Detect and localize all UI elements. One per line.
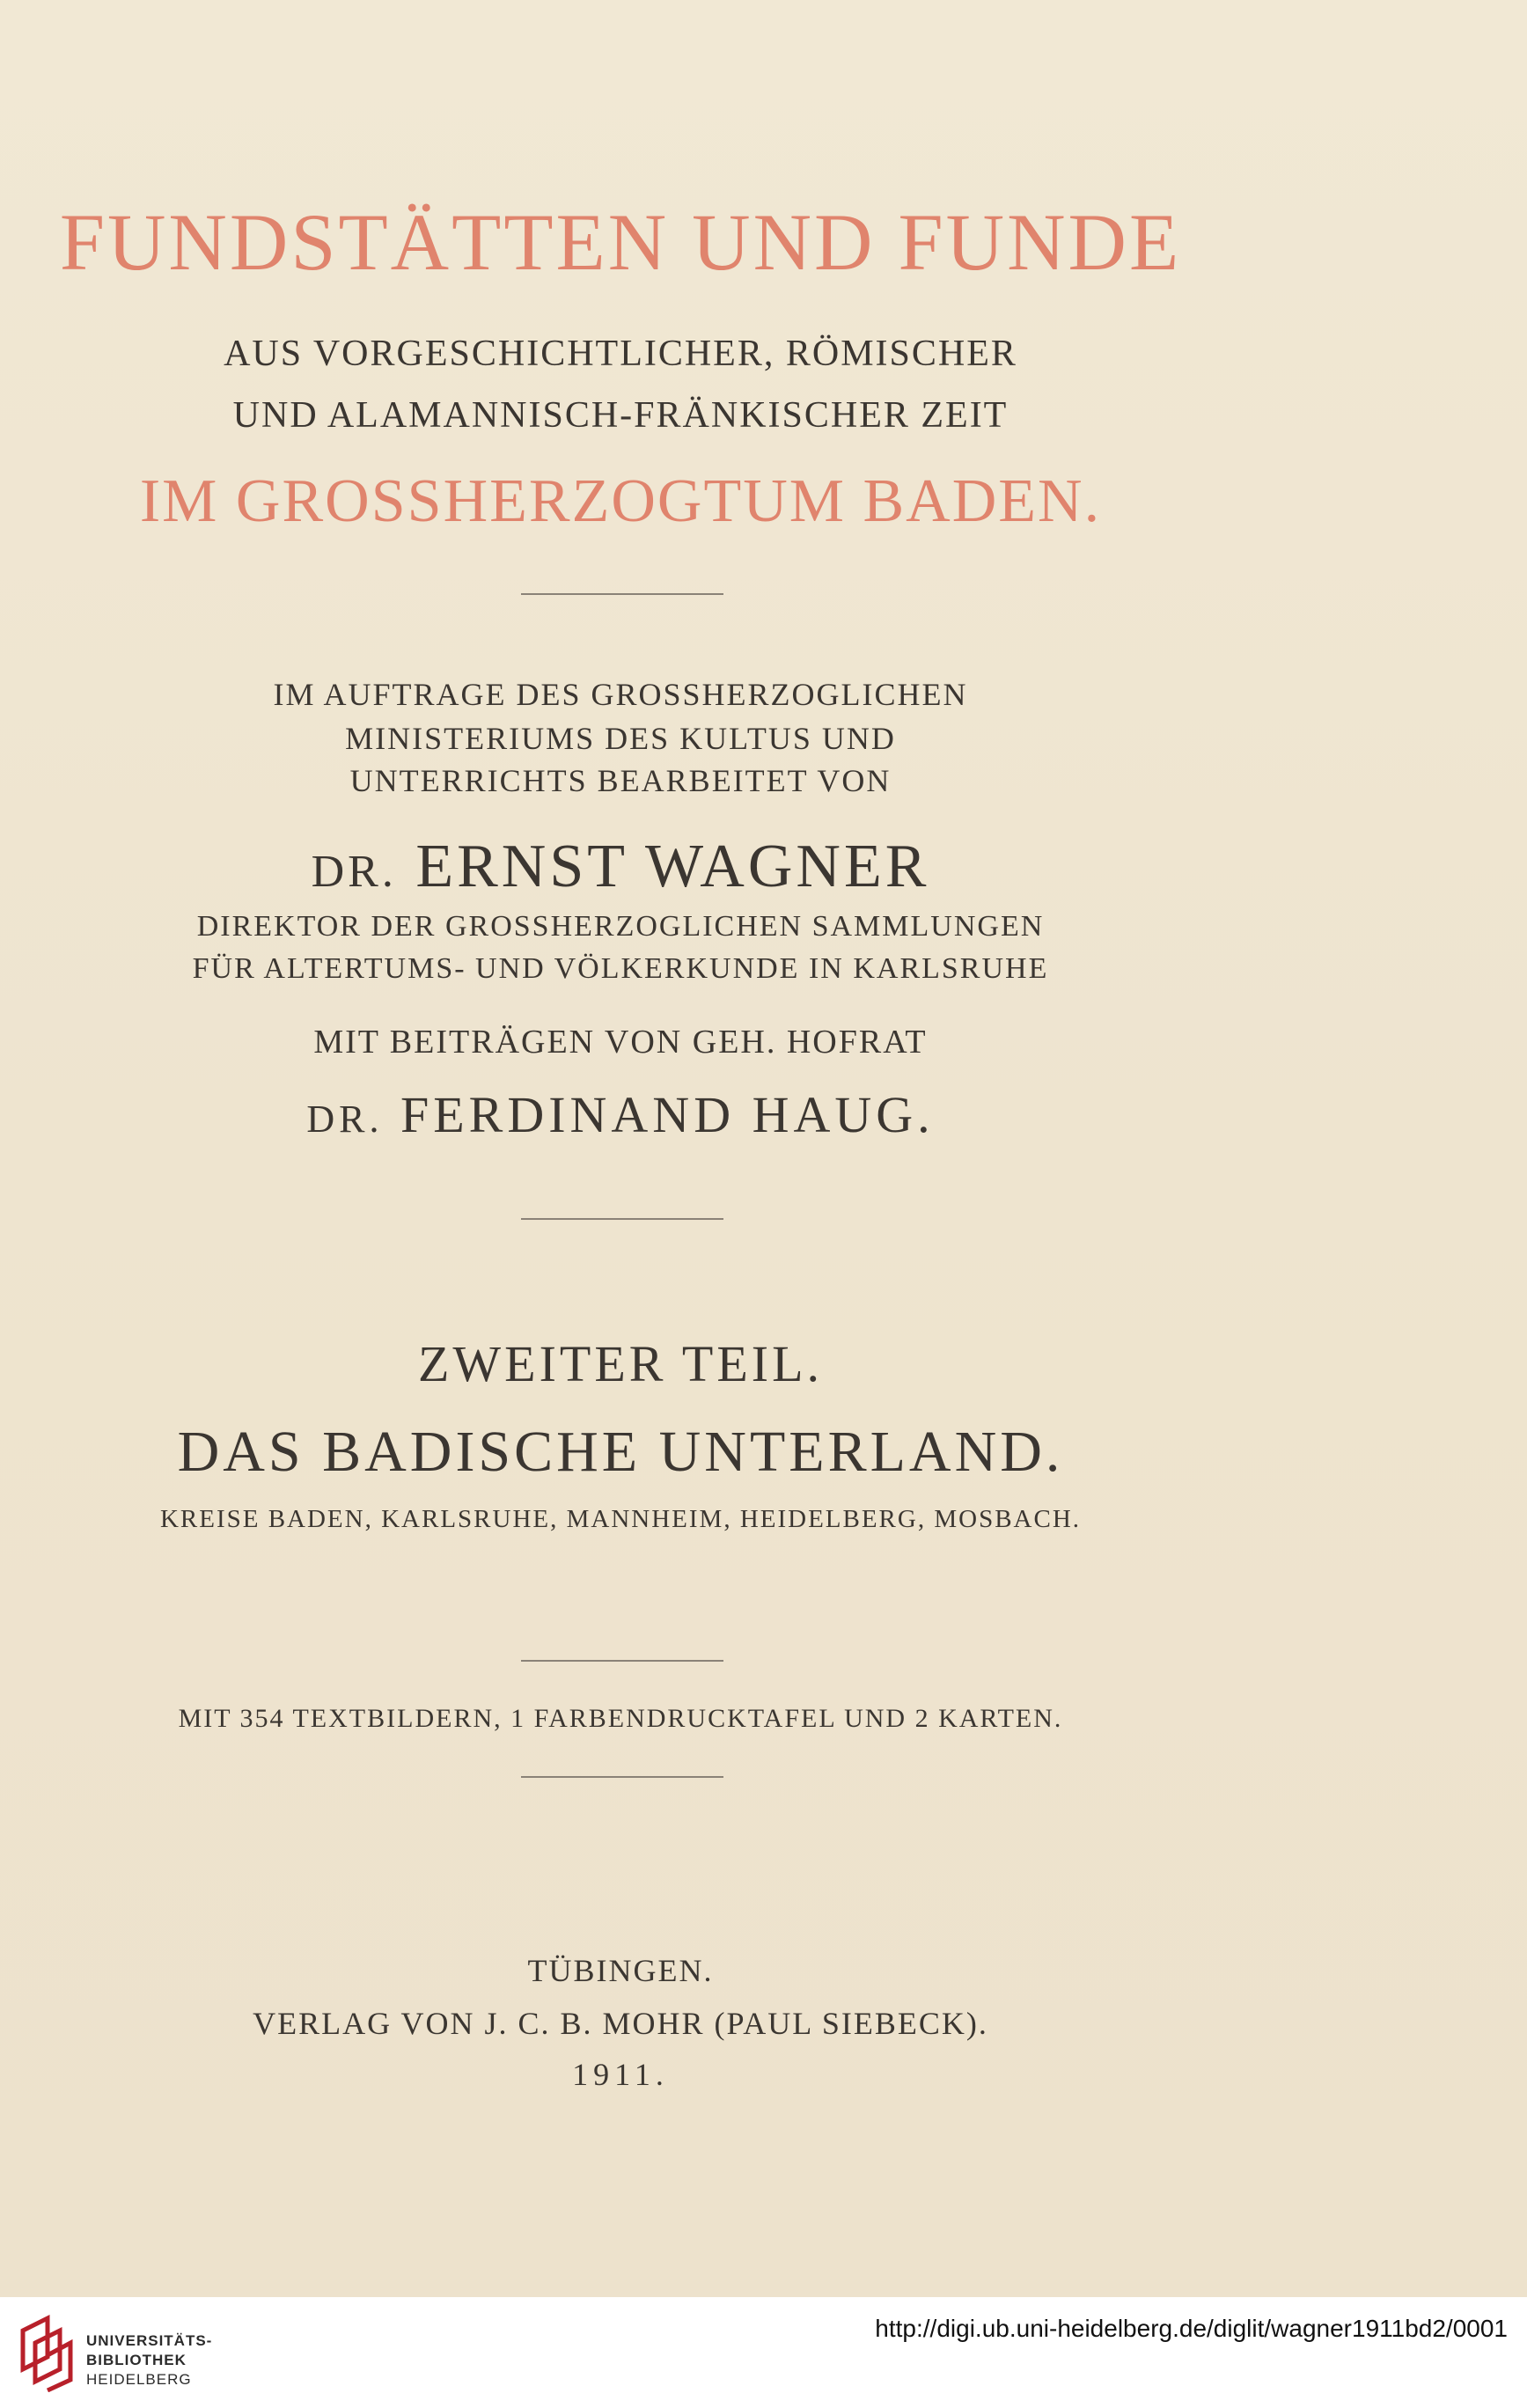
part-title: DAS BADISCHE UNTERLAND. bbox=[177, 1420, 1064, 1484]
library-name-line-2: BIBLIOTHEK bbox=[86, 2352, 187, 2368]
divider-rule bbox=[521, 1776, 723, 1778]
main-title: FUNDSTÄTTEN UND FUNDE bbox=[59, 197, 1182, 287]
commission-line-1: IM AUFTRAGE DES GROSSHERZOGLICHEN bbox=[273, 677, 968, 712]
permalink-url[interactable]: http://digi.ub.uni-heidelberg.de/diglit/wagner1911bd2/0001 bbox=[875, 2315, 1508, 2342]
contributors-line: MIT BEITRÄGEN VON GEH. HOFRAT bbox=[313, 1024, 928, 1061]
author-prefix: DR. bbox=[311, 847, 397, 897]
publication-year: 1911. bbox=[572, 2057, 669, 2092]
divider-rule bbox=[521, 1660, 723, 1662]
subtitle-line-2: UND ALAMANNISCH-FRÄNKISCHER ZEIT bbox=[232, 395, 1009, 436]
author-line bbox=[0, 832, 1241, 902]
illustrations-note: MIT 354 TEXTBILDERN, 1 FARBENDRUCKTAFEL UND 2 KARTEN. bbox=[178, 1704, 1063, 1733]
author-role-line-1: DIREKTOR DER GROSSHERZOGLICHEN SAMMLUNGEN bbox=[196, 910, 1045, 943]
digitization-footer bbox=[0, 2297, 1527, 2408]
region-title: IM GROSSHERZOGTUM BADEN. bbox=[139, 467, 1102, 535]
author-name: ERNST WAGNER bbox=[415, 833, 930, 900]
contributor-name: FERDINAND HAUG. bbox=[400, 1086, 935, 1143]
contributor-prefix: DR. bbox=[306, 1098, 384, 1141]
library-name-line-1: UNIVERSITÄTS- bbox=[86, 2332, 213, 2349]
divider-rule bbox=[521, 1218, 723, 1220]
publication-place: TÜBINGEN. bbox=[527, 1953, 714, 1988]
library-name-line-3: HEIDELBERG bbox=[86, 2371, 192, 2388]
contributor-line bbox=[0, 1085, 1241, 1144]
author-role-line-2: FÜR ALTERTUMS- UND VÖLKERKUNDE IN KARLSRUHE bbox=[192, 952, 1049, 985]
part-number: ZWEITER TEIL. bbox=[417, 1335, 823, 1392]
commission-line-2: MINISTERIUMS DES KULTUS UND bbox=[345, 721, 896, 756]
part-districts: KREISE BADEN, KARLSRUHE, MANNHEIM, HEIDELBERG, MOSBACH. bbox=[159, 1505, 1082, 1533]
divider-rule bbox=[521, 593, 723, 595]
subtitle-line-1: AUS VORGESCHICHTLICHER, RÖMISCHER bbox=[224, 334, 1017, 374]
university-library-logo-icon bbox=[16, 2313, 76, 2392]
publisher: VERLAG VON J. C. B. MOHR (PAUL SIEBECK). bbox=[253, 2006, 988, 2041]
commission-line-3: UNTERRICHTS BEARBEITET VON bbox=[349, 763, 892, 798]
